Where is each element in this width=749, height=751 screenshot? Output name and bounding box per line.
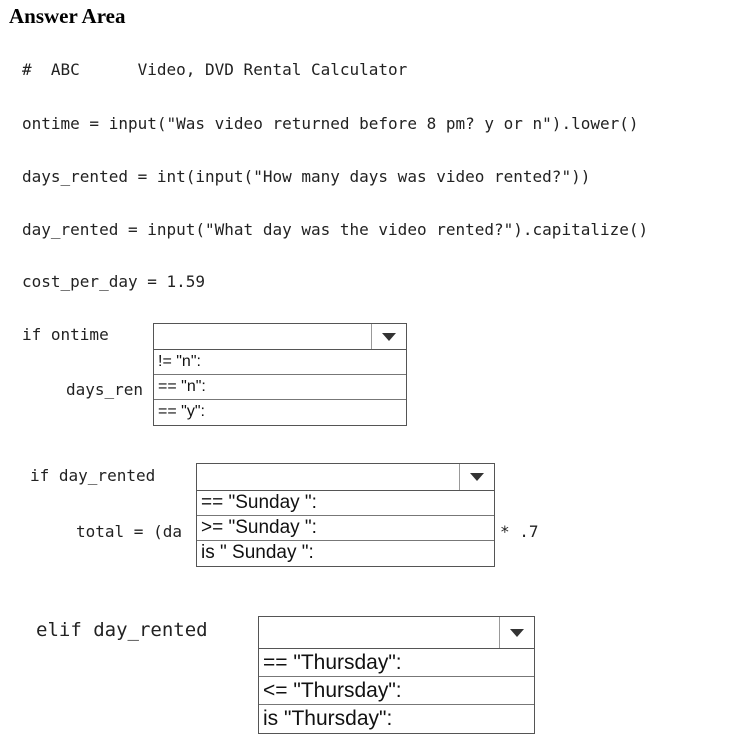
chevron-down-icon[interactable]	[371, 324, 406, 349]
dropdown-option[interactable]: == "Sunday ":	[197, 491, 494, 516]
dropdown-option[interactable]: == "n":	[154, 375, 406, 400]
code-days-ren: days_ren	[66, 380, 144, 399]
dropdown-option[interactable]: <= "Thursday":	[259, 677, 534, 705]
thursday-condition-dropdown[interactable]	[258, 616, 535, 734]
dropdown-option[interactable]: is "Thursday":	[259, 705, 534, 733]
dropdown-option[interactable]: >= "Sunday ":	[197, 516, 494, 541]
code-line-days-rented: days_rented = int(input("How many days was video rented?"))	[22, 167, 591, 186]
sunday-condition-dropdown[interactable]	[196, 463, 495, 567]
dropdown-option[interactable]: is " Sunday ":	[197, 541, 494, 566]
code-comment: # ABC Video, DVD Rental Calculator	[22, 60, 408, 79]
dropdown-option[interactable]: == "y":	[154, 400, 406, 425]
dropdown-option[interactable]: != "n":	[154, 350, 406, 375]
code-line-day-rented: day_rented = input("What day was the video rented?").capitalize()	[22, 220, 649, 239]
dropdown-header[interactable]	[259, 617, 534, 649]
ontime-condition-dropdown[interactable]	[153, 323, 407, 426]
code-line-cost-per-day: cost_per_day = 1.59	[22, 272, 206, 291]
chevron-down-icon[interactable]	[499, 617, 534, 648]
dropdown-option[interactable]: == "Thursday":	[259, 649, 534, 677]
code-line-ontime: ontime = input("Was video returned before 8 pm? y or n").lower()	[22, 114, 639, 133]
code-total-prefix: total = (da	[76, 522, 182, 541]
code-elif-day-rented: elif day_rented	[36, 619, 208, 641]
code-if-day-rented: if day_rented	[30, 466, 156, 485]
chevron-down-icon[interactable]	[459, 464, 494, 490]
answer-area-title: Answer Area	[9, 4, 126, 28]
code-if-ontime: if ontime	[22, 325, 109, 344]
dropdown-header[interactable]	[197, 464, 494, 491]
code-total-suffix: * .7	[500, 522, 539, 541]
dropdown-header[interactable]	[154, 324, 406, 350]
